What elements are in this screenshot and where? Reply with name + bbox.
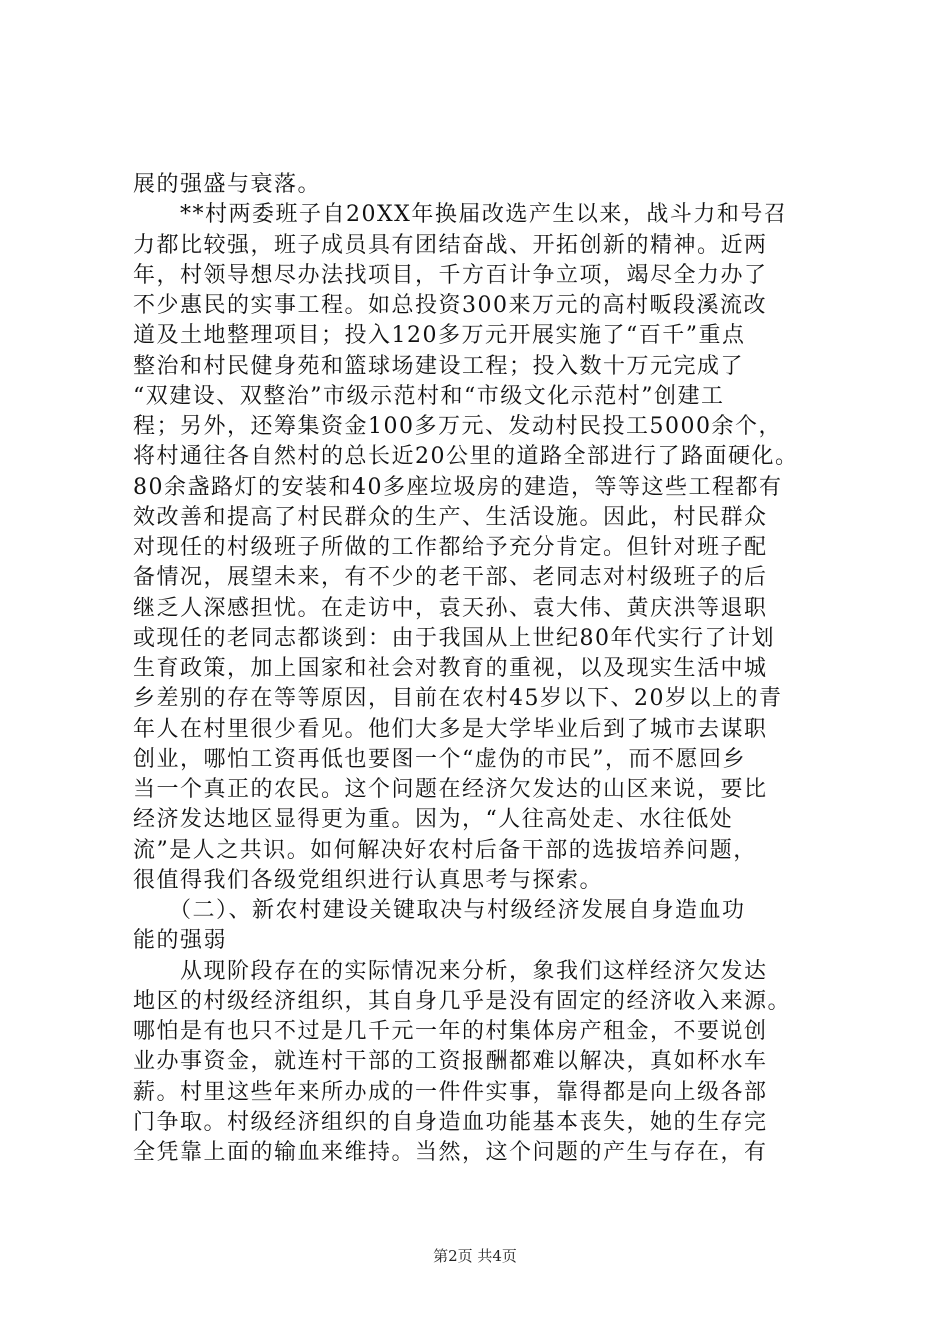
text-line: 或现任的老同志都谈到：由于我国从上世纪80年代实行了计划 [133, 625, 775, 651]
text-line: “双建设、双整治”市级示范村和“市级文化示范村”创建工 [133, 383, 725, 409]
text-line: 将村通往各自然村的总长近20公里的道路全部进行了路面硬化。 [133, 444, 799, 470]
text-line: 年人在村里很少看见。他们大多是大学毕业后到了城市去谋职 [133, 716, 768, 742]
page-footer: 第2页 共4页 [433, 1247, 517, 1265]
text-line: 薪。村里这些年来所办成的一件件实事，靠得都是向上级各部 [133, 1079, 768, 1105]
text-line: 乡差别的存在等等原因，目前在农村45岁以下、20岁以上的青 [133, 686, 783, 712]
text-line: 业办事资金，就连村干部的工资报酬都难以解决，真如杯水车 [133, 1049, 768, 1075]
text-line: 全凭靠上面的输血来维持。当然，这个问题的产生与存在，有 [133, 1140, 768, 1165]
text-line: 经济发达地区显得更为重。因为，“人往高处走、水往低处 [133, 807, 734, 833]
document-body [133, 170, 833, 1168]
section-heading-line: （二）、新农村建设关键取决与村级经济发展自身造血功 [133, 898, 746, 923]
text-line: 不少惠民的实事工程。如总投资300来万元的高村畈段溪流改 [133, 293, 767, 318]
text-line: 程；另外，还筹集资金100多万元、发动村民投工5000余个， [133, 414, 782, 439]
text-line: 继乏人深感担忧。在走访中，袁天孙、袁大伟、黄庆洪等退职 [133, 595, 768, 621]
text-line: 创业，哪怕工资再低也要图一个“虚伪的市民”，而不愿回乡 [133, 746, 746, 772]
text-line: 80余盏路灯的安装和40多座垃圾房的建造，等等这些工程都有 [133, 474, 783, 500]
text-line: 门争取。村级经济组织的自身造血功能基本丧失，她的生存完 [133, 1109, 768, 1135]
text-line: 备情况，展望未来，有不少的老干部、老同志对村级班子的后 [133, 565, 768, 591]
section-heading-line: 能的强弱 [133, 928, 228, 954]
text-line: 整治和村民健身苑和篮球场建设工程；投入数十万元完成了 [133, 353, 745, 379]
text-line: 对现任的村级班子所做的工作都给予充分肯定。但针对班子配 [133, 535, 768, 560]
text-line: 流”是人之共识。如何解决好农村后备干部的选拔培养问题， [133, 837, 757, 863]
text-line: **村两委班子自20XX年换届改选产生以来，战斗力和号召 [133, 202, 788, 228]
text-line: 地区的村级经济组织，其自身几乎是没有固定的经济收入来源。 [133, 988, 792, 1014]
text-line: 年，村领导想尽办法找项目，千方百计争立项，竭尽全力办了 [133, 262, 768, 288]
text-line: 当一个真正的农民。这个问题在经济欠发达的山区来说，要比 [133, 777, 768, 802]
text-line: 力都比较强，班子成员具有团结奋战、开拓创新的精神。近两 [133, 232, 768, 258]
text-line: 从现阶段存在的实际情况来分析，象我们这样经济欠发达 [133, 958, 768, 984]
text-line: 道及土地整理项目；投入120多万元开展实施了“百千”重点 [133, 323, 746, 349]
text-line: 效改善和提高了村民群众的生产、生活设施。因此，村民群众 [133, 504, 768, 530]
text-line: 生育政策，加上国家和社会对教育的重视，以及现实生活中城 [133, 656, 768, 681]
text-line: 展的强盛与衰落。 [133, 172, 322, 197]
text-line: 哪怕是有也只不过是几千元一年的村集体房产租金，不要说创 [133, 1019, 768, 1044]
text-line: 很值得我们各级党组织进行认真思考与探索。 [133, 867, 604, 893]
